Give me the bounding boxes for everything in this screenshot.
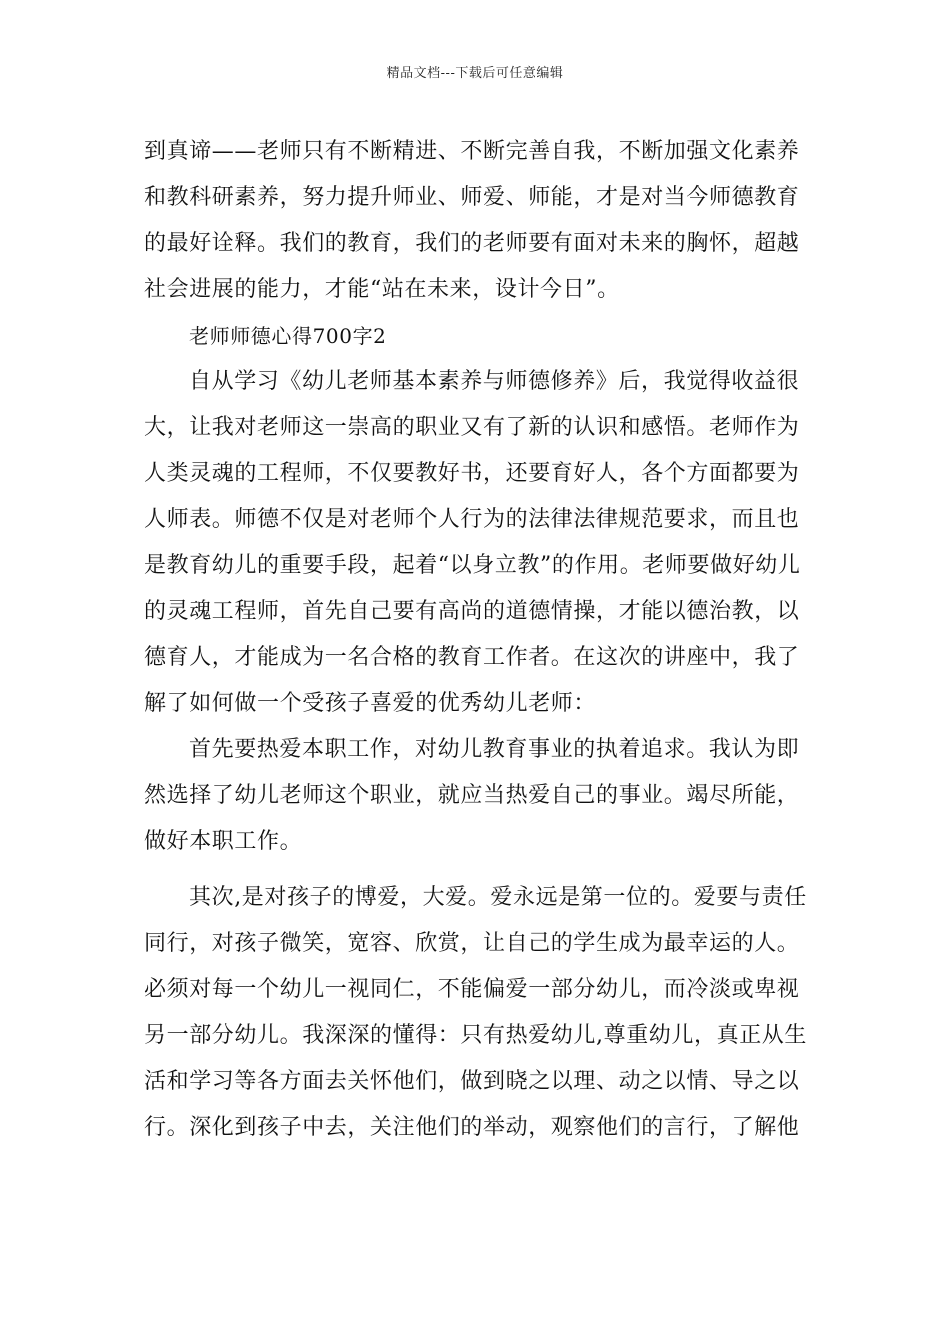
paragraph: 自从学习《幼儿老师基本素养与师德修养》后，我觉得收益很大，让我对老师这一崇高的职业又有了新的认识和感悟。老师作为人类灵魂的工程师，不仅要教好书，还要育好人，各个方面都要为人师表。师德不仅是对老师个人行为的法律法律规范要求，而且也是教育幼儿的重要手段，起着“以身立教”的作用。老师要做好幼儿的灵魂工程师，首先自己要有高尚的道德情操，才能以德治教，以德育人，才能成为一名合格的教育工作者。在这次的讲座中，我了解了如何做一个受孩子喜爱的优秀幼儿老师： [144,369,801,716]
page-header: 精品文档---下载后可任意编辑 [386,66,564,81]
paragraph-gap [144,865,810,875]
paragraph: 其次,是对孩子的博爱，大爱。爱永远是第一位的。爱要与责任同行，对孩子微笑，宽容、欣赏，让自己的学生成为最幸运的人。必须对每一个幼儿一视同仁，不能偏爱一部分幼儿，而冷淡或卑视另一部分幼儿。我深深的懂得：只有热爱幼儿,尊重幼儿，真正从生活和学习等各方面去关怀他们，做到晓之以理、动之以情、导之以行。深化到孩子中去，关注他们的举动，观察他们的言行，了解他 [144,885,807,1140]
section-heading: 老师师德心得700字2 [189,324,387,348]
document-body [144,129,810,1151]
paragraph: 首先要热爱本职工作，对幼儿教育事业的执着追求。我认为即然选择了幼儿老师这个职业，就应当热爱自己的事业。竭尽所能，做好本职工作。 [144,737,800,854]
paragraph-continuation: 到真谛——老师只有不断精进、不断完善自我，不断加强文化素养和教科研素养，努力提升师业、师爱、师能，才是对当今师德教育的最好诠释。我们的教育，我们的老师要有面对未来的胸怀，超越社会进展的能力，才能“站在未来，设计今日”。 [144,139,800,302]
